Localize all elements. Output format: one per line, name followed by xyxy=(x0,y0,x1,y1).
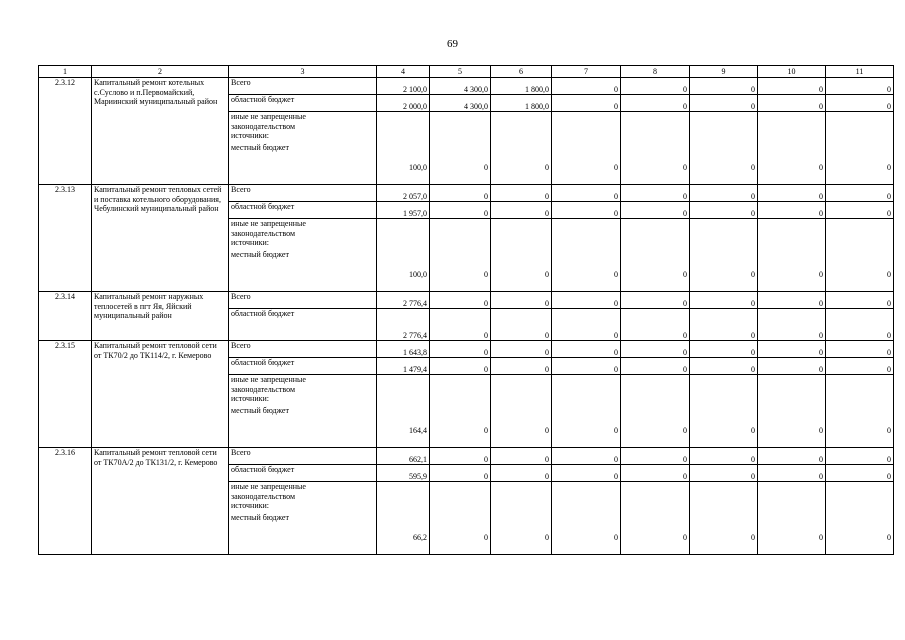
value-cell: 0 xyxy=(430,375,491,448)
value-cell: 0 xyxy=(690,95,758,112)
funding-source-other-line: источники: xyxy=(231,501,269,510)
value-cell: 0 xyxy=(690,448,758,465)
funding-source-local: местный бюджет xyxy=(231,405,289,415)
funding-source-other-line: источники: xyxy=(231,131,269,140)
value-cell: 0 xyxy=(491,112,552,185)
value-cell: 2 776,4 xyxy=(377,309,430,341)
funding-source-total: Всего xyxy=(229,292,377,309)
value-cell: 0 xyxy=(552,375,621,448)
header-row xyxy=(39,66,894,78)
value-cell: 0 xyxy=(826,341,894,358)
table-row xyxy=(39,78,894,95)
value-cell: 100,0 xyxy=(377,219,430,292)
funding-source-other-line: иные не запрещенные xyxy=(231,112,306,121)
value-cell: 0 xyxy=(552,112,621,185)
value-cell: 0 xyxy=(758,309,826,341)
header-cell: 6 xyxy=(491,66,552,78)
funding-source-other-line: законодательством xyxy=(231,228,296,238)
value-cell: 0 xyxy=(690,78,758,95)
funding-source-total: Всего xyxy=(229,448,377,465)
header-cell: 4 xyxy=(377,66,430,78)
value-cell: 0 xyxy=(430,219,491,292)
value-cell: 0 xyxy=(621,78,690,95)
value-cell: 0 xyxy=(826,219,894,292)
value-cell: 0 xyxy=(826,292,894,309)
value-cell: 0 xyxy=(621,341,690,358)
value-cell: 0 xyxy=(826,202,894,219)
funding-source-regional: областной бюджет xyxy=(229,465,377,482)
value-cell: 1 957,0 xyxy=(377,202,430,219)
value-cell: 0 xyxy=(430,341,491,358)
value-cell: 0 xyxy=(621,375,690,448)
value-cell: 0 xyxy=(430,448,491,465)
value-cell: 0 xyxy=(621,95,690,112)
value-cell: 0 xyxy=(552,95,621,112)
item-code: 2.3.13 xyxy=(39,185,92,292)
item-code: 2.3.14 xyxy=(39,292,92,341)
value-cell: 2 057,0 xyxy=(377,185,430,202)
funding-source-local: местный бюджет xyxy=(231,142,289,152)
value-cell: 0 xyxy=(758,448,826,465)
value-cell: 0 xyxy=(690,465,758,482)
funding-source-other-line: иные не запрещенные xyxy=(231,219,306,228)
value-cell: 0 xyxy=(491,465,552,482)
value-cell: 0 xyxy=(552,185,621,202)
value-cell: 0 xyxy=(690,341,758,358)
value-cell: 0 xyxy=(621,202,690,219)
value-cell: 0 xyxy=(621,309,690,341)
value-cell: 0 xyxy=(826,95,894,112)
value-cell: 0 xyxy=(758,358,826,375)
value-cell: 0 xyxy=(552,292,621,309)
value-cell: 0 xyxy=(826,482,894,555)
value-cell: 0 xyxy=(430,292,491,309)
value-cell: 0 xyxy=(552,358,621,375)
value-cell: 0 xyxy=(826,375,894,448)
value-cell: 0 xyxy=(758,482,826,555)
funding-source-other xyxy=(229,375,377,448)
value-cell: 0 xyxy=(491,292,552,309)
value-cell: 0 xyxy=(430,465,491,482)
funding-source-other xyxy=(229,112,377,185)
value-cell: 0 xyxy=(552,448,621,465)
value-cell: 2 000,0 xyxy=(377,95,430,112)
table-row xyxy=(39,448,894,465)
header-cell: 5 xyxy=(430,66,491,78)
value-cell: 164,4 xyxy=(377,375,430,448)
value-cell: 0 xyxy=(690,292,758,309)
item-name: Капитальный ремонт наружных теплосетей в пгт Яя, Яйский муниципальный район xyxy=(92,292,229,341)
value-cell: 0 xyxy=(690,358,758,375)
header-cell: 8 xyxy=(621,66,690,78)
value-cell: 0 xyxy=(690,482,758,555)
value-cell: 0 xyxy=(758,185,826,202)
value-cell: 0 xyxy=(758,341,826,358)
value-cell: 0 xyxy=(430,202,491,219)
value-cell: 0 xyxy=(826,78,894,95)
header-cell: 1 xyxy=(39,66,92,78)
funding-source-regional: областной бюджет xyxy=(229,95,377,112)
table-row xyxy=(39,341,894,358)
value-cell: 0 xyxy=(758,112,826,185)
value-cell: 0 xyxy=(491,219,552,292)
table-row xyxy=(39,292,894,309)
value-cell: 0 xyxy=(552,482,621,555)
value-cell: 100,0 xyxy=(377,112,430,185)
funding-source-other-line: источники: xyxy=(231,394,269,403)
page-number: 69 xyxy=(447,38,458,50)
value-cell: 662,1 xyxy=(377,448,430,465)
funding-source-other-line: иные не запрещенные xyxy=(231,482,306,491)
value-cell: 0 xyxy=(552,465,621,482)
value-cell: 0 xyxy=(430,358,491,375)
value-cell: 0 xyxy=(758,292,826,309)
value-cell: 4 300,0 xyxy=(430,95,491,112)
header-cell: 11 xyxy=(826,66,894,78)
value-cell: 0 xyxy=(826,112,894,185)
value-cell: 0 xyxy=(758,78,826,95)
funding-source-other-line: законодательством xyxy=(231,491,296,501)
value-cell: 0 xyxy=(430,185,491,202)
value-cell: 0 xyxy=(826,358,894,375)
funding-source-other-line: законодательством xyxy=(231,384,296,394)
header-cell: 2 xyxy=(92,66,229,78)
value-cell: 0 xyxy=(826,465,894,482)
funding-source-other-line: законодательством xyxy=(231,121,296,131)
value-cell: 2 100,0 xyxy=(377,78,430,95)
value-cell: 0 xyxy=(491,358,552,375)
funding-source-total: Всего xyxy=(229,341,377,358)
funding-source-regional: областной бюджет xyxy=(229,202,377,219)
header-cell: 3 xyxy=(229,66,377,78)
value-cell: 0 xyxy=(758,219,826,292)
value-cell: 66,2 xyxy=(377,482,430,555)
value-cell: 0 xyxy=(430,309,491,341)
funding-source-total: Всего xyxy=(229,78,377,95)
value-cell: 0 xyxy=(491,482,552,555)
value-cell: 0 xyxy=(621,465,690,482)
value-cell: 0 xyxy=(552,341,621,358)
value-cell: 0 xyxy=(621,482,690,555)
value-cell: 0 xyxy=(826,185,894,202)
value-cell: 0 xyxy=(621,292,690,309)
item-name: Капитальный ремонт тепловых сетей и поставка котельного оборудования, Чебулинский муниципальный район xyxy=(92,185,229,292)
funding-source-local: местный бюджет xyxy=(231,249,289,259)
item-name: Капитальный ремонт тепловой сети от ТК70/2 до ТК114/2, г. Кемерово xyxy=(92,341,229,448)
value-cell: 0 xyxy=(758,465,826,482)
value-cell: 0 xyxy=(690,219,758,292)
value-cell: 0 xyxy=(690,309,758,341)
value-cell: 0 xyxy=(491,375,552,448)
value-cell: 0 xyxy=(491,341,552,358)
value-cell: 0 xyxy=(758,95,826,112)
item-code: 2.3.16 xyxy=(39,448,92,555)
value-cell: 0 xyxy=(491,448,552,465)
value-cell: 0 xyxy=(430,482,491,555)
value-cell: 0 xyxy=(491,202,552,219)
funding-source-other xyxy=(229,482,377,555)
value-cell: 595,9 xyxy=(377,465,430,482)
item-name: Капитальный ремонт тепловой сети от ТК70А/2 до ТК131/2, г. Кемерово xyxy=(92,448,229,555)
funding-source-other-line: иные не запрещенные xyxy=(231,375,306,384)
funding-source-regional: областной бюджет xyxy=(229,309,377,341)
value-cell: 0 xyxy=(826,448,894,465)
funding-source-total: Всего xyxy=(229,185,377,202)
funding-source-regional: областной бюджет xyxy=(229,358,377,375)
value-cell: 0 xyxy=(552,219,621,292)
value-cell: 0 xyxy=(430,112,491,185)
value-cell: 0 xyxy=(491,309,552,341)
value-cell: 0 xyxy=(621,219,690,292)
funding-source-other xyxy=(229,219,377,292)
value-cell: 0 xyxy=(690,202,758,219)
value-cell: 0 xyxy=(690,185,758,202)
value-cell: 0 xyxy=(690,112,758,185)
item-name: Капитальный ремонт котельных с.Суслово и п.Первомайский, Мариинский муниципальный район xyxy=(92,78,229,185)
value-cell: 4 300,0 xyxy=(430,78,491,95)
value-cell: 1 643,8 xyxy=(377,341,430,358)
value-cell: 0 xyxy=(621,448,690,465)
item-code: 2.3.12 xyxy=(39,78,92,185)
value-cell: 0 xyxy=(826,309,894,341)
header-cell: 10 xyxy=(758,66,826,78)
value-cell: 0 xyxy=(621,358,690,375)
budget-table xyxy=(38,65,894,555)
item-code: 2.3.15 xyxy=(39,341,92,448)
value-cell: 0 xyxy=(690,375,758,448)
funding-source-local: местный бюджет xyxy=(231,512,289,522)
table-row xyxy=(39,185,894,202)
value-cell: 2 776,4 xyxy=(377,292,430,309)
value-cell: 0 xyxy=(552,309,621,341)
value-cell: 1 479,4 xyxy=(377,358,430,375)
header-cell: 7 xyxy=(552,66,621,78)
funding-source-other-line: источники: xyxy=(231,238,269,247)
value-cell: 0 xyxy=(491,185,552,202)
value-cell: 0 xyxy=(552,78,621,95)
value-cell: 1 800,0 xyxy=(491,95,552,112)
value-cell: 0 xyxy=(621,185,690,202)
value-cell: 0 xyxy=(758,202,826,219)
value-cell: 1 800,0 xyxy=(491,78,552,95)
value-cell: 0 xyxy=(621,112,690,185)
header-cell: 9 xyxy=(690,66,758,78)
value-cell: 0 xyxy=(758,375,826,448)
value-cell: 0 xyxy=(552,202,621,219)
